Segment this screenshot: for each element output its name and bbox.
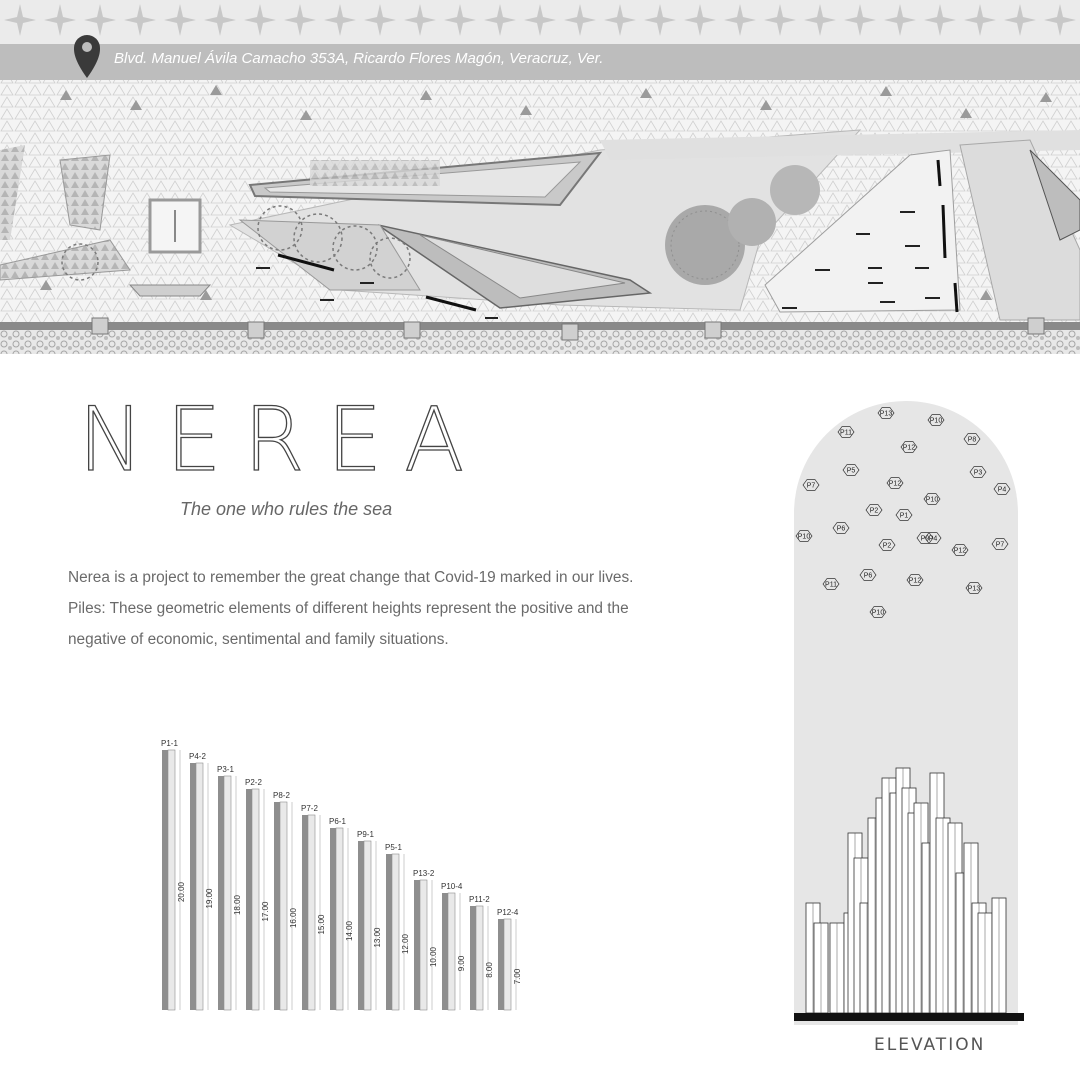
pile-marker-label: P7 — [806, 482, 816, 490]
pile-height-label: 16.00 — [289, 907, 298, 929]
pile-height-label: 8.00 — [485, 962, 494, 978]
pile-marker-label: P13 — [879, 410, 893, 418]
elevation-pile — [830, 923, 844, 1013]
pile-marker-label: P4 — [928, 535, 938, 543]
pile-height-label: 14.00 — [345, 920, 354, 942]
elevation-pile — [814, 923, 828, 1013]
elevation-label: ELEVATION — [874, 1035, 986, 1055]
pile-height-label: 13.00 — [373, 927, 382, 948]
pile-bar — [469, 895, 494, 1010]
pile-marker-label: P12 — [908, 577, 922, 585]
pile-bar-side — [420, 880, 427, 1010]
pile-bar — [441, 882, 466, 1010]
pile-bar-front — [442, 893, 448, 1010]
pile-marker-label: P10 — [871, 609, 885, 617]
pile-label: P3-1 — [217, 765, 234, 774]
elevation-pile — [978, 913, 992, 1013]
pile-label: P7-2 — [301, 804, 318, 813]
pile-bar — [413, 869, 438, 1010]
pile-marker-label: P10 — [797, 533, 811, 541]
pile-bar — [357, 830, 382, 1010]
pile-label: P9-1 — [357, 830, 374, 839]
pile-marker-label: P12 — [953, 547, 967, 555]
pile-bar-side — [364, 841, 371, 1010]
pile-bar-front — [274, 802, 280, 1010]
pile-marker-label: P10 — [925, 496, 939, 504]
ground-line — [794, 1013, 1024, 1021]
pile-marker-label: P6 — [863, 572, 873, 580]
pile-bar-front — [330, 828, 336, 1010]
pile-bar — [273, 791, 298, 1010]
pile-marker-label: P2 — [869, 507, 879, 515]
pile-bar-side — [168, 750, 175, 1010]
pile-heights-chart — [150, 735, 550, 1025]
description-line: Nerea is a project to remember the great change that Covid-19 marked in our lives. — [68, 569, 634, 586]
pile-marker-label: P11 — [825, 581, 837, 589]
pile-bar — [189, 752, 214, 1010]
pile-bar-front — [470, 906, 476, 1010]
pile-marker-label: P10 — [929, 417, 943, 425]
pile-height-label: 10.00 — [429, 946, 438, 968]
pile-height-label: 7.00 — [513, 968, 522, 985]
pile-bar-front — [302, 815, 308, 1010]
pile-marker-label: P4 — [997, 486, 1007, 494]
pile-marker-label: P1 — [899, 512, 909, 520]
pile-bar-side — [252, 789, 259, 1010]
pile-marker-label: P7 — [995, 541, 1005, 549]
pile-height-label: 20.00 — [177, 881, 186, 903]
pile-label: P11-2 — [469, 895, 490, 904]
pile-bar-side — [448, 893, 455, 1010]
address-text: Blvd. Manuel Ávila Camacho 353A, Ricardo Flores Magón, Veracruz, Ver. — [114, 50, 604, 67]
elevation-pile — [992, 898, 1006, 1013]
pile-label: P8-2 — [273, 791, 290, 800]
pile-bar-front — [218, 776, 224, 1010]
pile-label: P13-2 — [413, 869, 435, 878]
pile-height-label: 15.00 — [317, 914, 326, 935]
pile-bar — [217, 765, 242, 1010]
tree-canopy-band — [0, 0, 1080, 46]
pile-label: P6-1 — [329, 817, 346, 826]
pile-label: P4-2 — [189, 752, 206, 761]
pile-marker-label: P12 — [888, 480, 902, 488]
pile-marker-label: P5 — [846, 467, 856, 475]
pile-height-label: 19.00 — [205, 888, 214, 909]
pile-marker-label: P8 — [967, 436, 977, 444]
pile-bar — [245, 778, 270, 1010]
pile-bar — [385, 843, 410, 1010]
pile-marker-label: P11 — [840, 429, 852, 437]
pile-bar-front — [358, 841, 364, 1010]
pile-bar — [497, 908, 522, 1010]
pile-bar — [301, 804, 326, 1010]
stone-border — [0, 330, 1080, 354]
pile-bar-side — [224, 776, 231, 1010]
pile-marker-label: P6 — [836, 525, 846, 533]
pile-bar-side — [476, 906, 483, 1010]
elevation-panel — [786, 395, 1026, 1025]
pile-marker-label: P9 — [920, 535, 930, 543]
project-title: NEREA — [78, 388, 487, 491]
pile-label: P10-4 — [441, 882, 463, 891]
pile-marker-label: P3 — [973, 469, 983, 477]
pile-bar-side — [280, 802, 287, 1010]
pile-bar-side — [308, 815, 315, 1010]
pile-bar-front — [246, 789, 252, 1010]
project-description — [68, 562, 758, 655]
pile-marker-label: P12 — [902, 444, 916, 452]
pile-height-label: 12.00 — [401, 933, 410, 955]
pile-label: P5-1 — [385, 843, 402, 852]
pile-bar — [161, 739, 186, 1010]
pile-bar-front — [414, 880, 420, 1010]
description-line: Piles: These geometric elements of different heights represent the positive and the — [68, 600, 629, 617]
pile-bar-front — [386, 854, 392, 1010]
pile-marker-label: P13 — [967, 585, 981, 593]
pile-height-label: 17.00 — [261, 901, 270, 922]
pile-label: P1-1 — [161, 739, 178, 748]
project-subtitle: The one who rules the sea — [180, 499, 393, 519]
pile-bar-side — [196, 763, 203, 1010]
description-line: negative of economic, sentimental and family situations. — [68, 631, 449, 648]
pile-bar-side — [504, 919, 511, 1010]
pile-bar-side — [392, 854, 399, 1010]
pile-marker-label: P2 — [882, 542, 892, 550]
pile-bar — [329, 817, 354, 1010]
pile-bar-front — [162, 750, 168, 1010]
pile-label: P2-2 — [245, 778, 262, 787]
pile-bar-front — [498, 919, 504, 1010]
pile-label: P12-4 — [497, 908, 519, 917]
pile-bar-front — [190, 763, 196, 1010]
pile-height-label: 18.00 — [233, 894, 242, 916]
pile-bar-side — [336, 828, 343, 1010]
pile-height-label: 9.00 — [457, 955, 466, 972]
